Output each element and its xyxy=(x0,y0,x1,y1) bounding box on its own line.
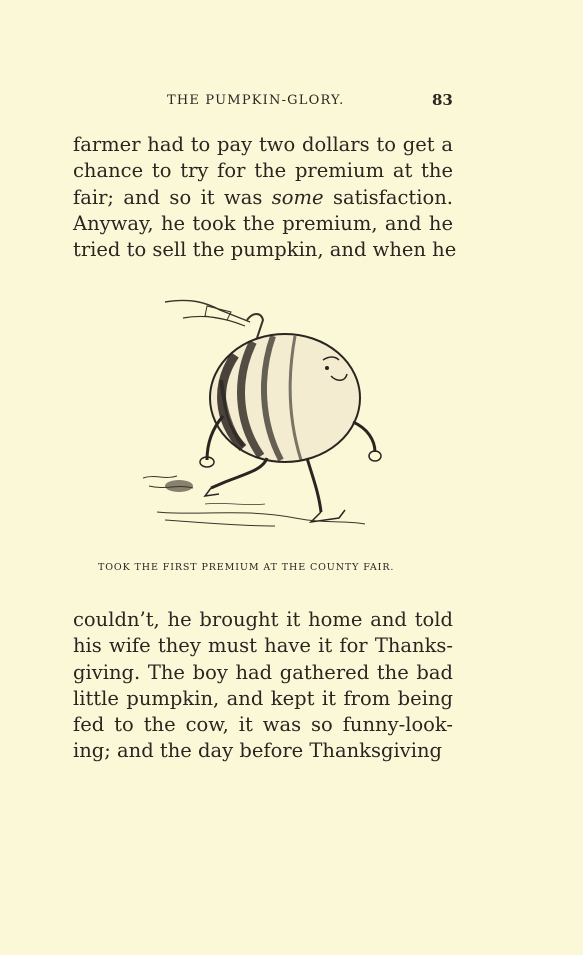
text-line: farmer had to pay two dollars to get a xyxy=(73,133,453,156)
italic-word: some xyxy=(271,185,324,209)
running-pumpkin-drawing xyxy=(135,290,395,535)
text-line: couldn’t, he brought it home and told xyxy=(73,608,453,631)
text-line: his wife they must have it for Thanks- xyxy=(73,634,453,658)
paragraph-top xyxy=(73,132,457,263)
running-head: THE PUMPKIN-GLORY. xyxy=(167,93,345,108)
text-line: Anyway, he took the premium, and he xyxy=(73,211,453,235)
illustration-caption: TOOK THE FIRST PREMIUM AT THE COUNTY FAIR. xyxy=(98,562,395,573)
page-number: 83 xyxy=(432,91,453,109)
text-line: tried to sell the pumpkin, and when he xyxy=(73,238,457,262)
paragraph-bottom xyxy=(73,607,453,765)
pumpkin-illustration xyxy=(135,290,395,535)
text-line: ing; and the day before Thanksgiving xyxy=(73,739,442,763)
text-segment: fair; and so it was xyxy=(73,185,272,209)
text-line: fed to the cow, it was so funny-look- xyxy=(73,713,453,737)
text-line: giving. The boy had gathered the bad xyxy=(73,660,453,684)
text-line xyxy=(73,185,453,211)
text-segment: satisfaction. xyxy=(323,185,453,209)
text-line: little pumpkin, and kept it from being xyxy=(73,686,453,710)
text-line: chance to try for the premium at the xyxy=(73,159,453,183)
